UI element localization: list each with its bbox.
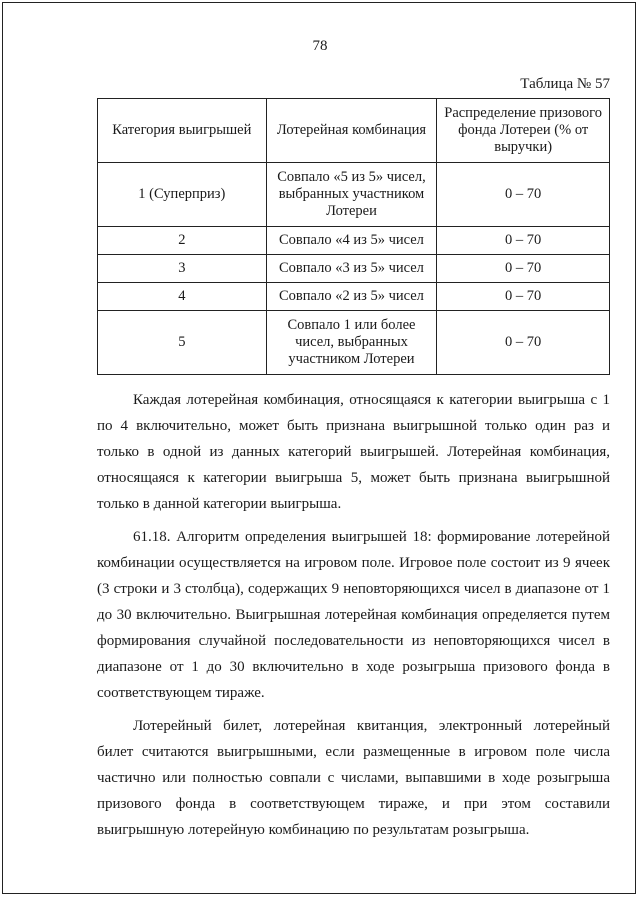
cell-category: 2 (98, 227, 267, 255)
table-label: Таблица № 57 (520, 76, 610, 92)
page-number: 78 (312, 38, 328, 54)
header-category: Категория выигрышей (98, 99, 267, 163)
table-row (98, 163, 610, 227)
table-row (98, 255, 610, 283)
table-header-row (98, 99, 610, 163)
cell-distribution: 0 – 70 (437, 255, 610, 283)
table-row (98, 227, 610, 255)
cell-combination: Совпало «2 из 5» чисел (266, 283, 437, 311)
paragraph: Каждая лотерейная комбинация, относящаяся к категории выигрыша с 1 по 4 включительно, может быть признана выигрышной только один раз и только в одной из данных категорий выигрышей. Лотерейная комбинация, относящаяся к категории выигрыша 5, может быть признана выигрышной только в данной категории выигрыша. (97, 392, 610, 512)
cell-distribution: 0 – 70 (437, 163, 610, 227)
cell-combination: Совпало «5 из 5» чисел, выбранных участником Лотереи (266, 163, 437, 227)
cell-distribution: 0 – 70 (437, 283, 610, 311)
header-combination: Лотерейная комбинация (266, 99, 437, 163)
cell-category: 4 (98, 283, 267, 311)
cell-category: 1 (Суперприз) (98, 163, 267, 227)
cell-category: 5 (98, 311, 267, 375)
body-text (97, 387, 610, 850)
cell-combination: Совпало «3 из 5» чисел (266, 255, 437, 283)
prize-table (97, 98, 610, 375)
cell-distribution: 0 – 70 (437, 311, 610, 375)
cell-combination: Совпало «4 из 5» чисел (266, 227, 437, 255)
cell-distribution: 0 – 70 (437, 227, 610, 255)
paragraph: Лотерейный билет, лотерейная квитанция, электронный лотерейный билет считаются выигрышными, если размещенные в игровом поле числа частично или полностью совпали с числами, выпавшими в ходе розыгрыша призового фонда в соответствующем тираже, и при этом составили выигрышную лотерейную комбинацию по результатам розыгрыша. (97, 718, 610, 838)
cell-combination: Совпало 1 или более чисел, выбранных участником Лотереи (266, 311, 437, 375)
table-row (98, 311, 610, 375)
header-distribution: Распределение призового фонда Лотереи (% от выручки) (437, 99, 610, 163)
cell-category: 3 (98, 255, 267, 283)
table-row (98, 283, 610, 311)
paragraph: 61.18. Алгоритм определения выигрышей 18: формирование лотерейной комбинации осуществляется на игровом поле. Игровое поле состоит из 9 ячеек (3 строки и 3 столбца), содержащих 9 неповторяющихся чисел в диапазоне от 1 до 30 включительно. Выигрышная лотерейная комбинация определяется путем формирования случайной последовательности из неповторяющихся чисел в диапазоне от 1 до 30 включительно в ходе розыгрыша призового фонда в соответствующем тираже. (97, 529, 610, 701)
